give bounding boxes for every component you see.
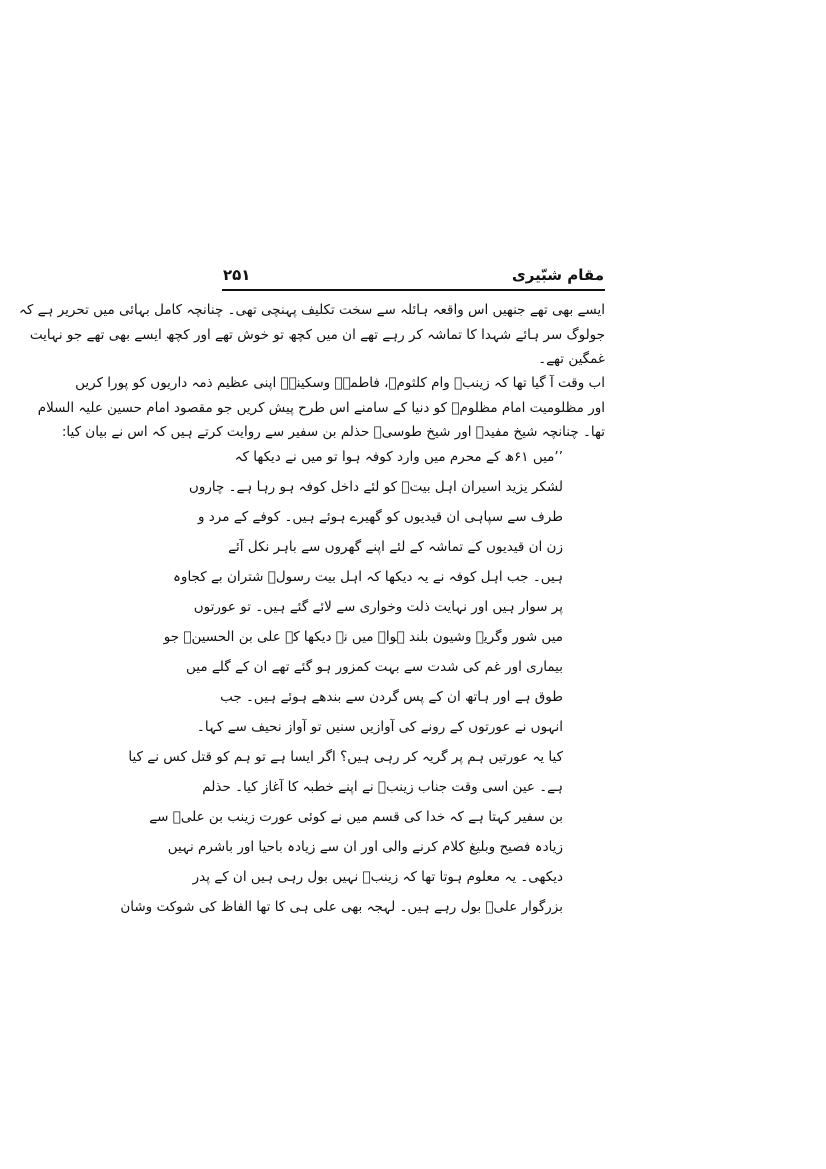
text-line: اب وقت آ گیا تھا کہ زینبؑ وام کلثومؑ، فاطمہؑ وسکینہؑ اپنی عظیم ذمہ داریوں کو پورا کریں [75,375,605,391]
page-header [223,258,604,284]
paragraph-2 [37,371,605,445]
quote-line: ہے۔ عین اسی وقت جناب زینبؑ نے اپنے خطبہ کا آغاز کیا۔ حذلم [202,779,563,795]
quote-line: لشکر یزید اسیران اہل بیتؑ کو لئے داخل کوفہ ہو رہا ہے۔ چاروں [188,479,563,495]
paragraph-1 [18,298,605,372]
page-number: ۲۵۱ [223,266,251,284]
quote-line: ہیں۔ جب اہل کوفہ نے یہ دیکھا کہ اہل بیت رسولؐ شتران بے کجاوہ [173,569,563,585]
text-line: ایسے بھی تھے جنھیں اس واقعہ ہائلہ سے سخت تکلیف پہنچی تھی۔ چنانچہ کامل بہائی میں تحریر ہے کہ [18,302,605,318]
text-line: اور مظلومیت امام مظلومؑ کو دنیا کے سامنے اس طرح پیش کریں جو مقصود امام حسین علیہ السلام [37,399,605,416]
quote-line: دیکھی۔ یہ معلوم ہوتا تھا کہ زینبؑ نہیں بول رہی ہیں ان کے پدر [192,869,563,885]
running-title: مقام شبّیری [511,266,604,284]
text-line: جولوگ سر ہائے شہدا کا تماشہ کر رہے تھے ان میں کچھ تو خوش تھے اور کچھ ایسے بھی تھے جو نہایت [29,326,605,343]
quote-line: زن ان قیدیوں کے تماشہ کے لئے اپنے گھروں سے باہر نکل آئے [228,539,563,555]
quote-line: کیا یہ عورتیں ہم پر گریہ کر رہی ہیں؟ اگر ایسا ہے تو ہم کو قتل کس نے کیا [128,749,563,765]
header-rule [222,289,605,291]
quote-line: ’’میں ۶۱ھ کے محرم میں وارد کوفہ ہوا تو میں نے دیکھا کہ [234,449,563,465]
text-line: غمگین تھے۔ [538,351,605,367]
quote-line: بیماری اور غم کی شدت سے بہت کمزور ہو گئے تھے ان کے گلے میں [186,659,563,675]
quote-line: طرف سے سپاہی ان قیدیوں کو گھیرے ہوئے ہیں۔ کوفے کے مرد و [197,509,563,525]
text-line: تھا۔ چنانچہ شیخ مفیدؒ اور شیخ طوسیؒ حذلم بن سفیر سے روایت کرتے ہیں کہ اس نے بیان کیا: [61,424,605,440]
quote-line: بن سفیر کہتا ہے کہ خدا کی قسم میں نے کوئی عورت زینب بن علیؑ سے [149,809,563,825]
quote-line: میں شور وگریہ وشیون بلند ہوا۔ میں نے دیکھا کہ علی بن الحسینؑ جو [163,629,563,645]
quote-line: طوق ہے اور ہاتھ ان کے پس گردن سے بندھے ہوئے ہیں۔ جب [220,689,563,705]
quote-line: زیادہ فصیح وبلیغ کلام کرنے والی اور ان سے زیادہ باحیا اور باشرم نہیں [167,839,563,855]
quote-line: انہوں نے عورتوں کے رونے کی آوازیں سنیں تو آواز نحیف سے کہا۔ [196,719,563,735]
quotation-block [120,442,563,922]
quote-line: پر سوار ہیں اور نہایت ذلت وخواری سے لائے گئے ہیں۔ تو عورتوں [193,599,563,615]
quote-line: بزرگوار علیؑ بول رہے ہیں۔ لہجہ بھی علی ہی کا تھا الفاظ کی شوکت وشان [120,899,563,915]
